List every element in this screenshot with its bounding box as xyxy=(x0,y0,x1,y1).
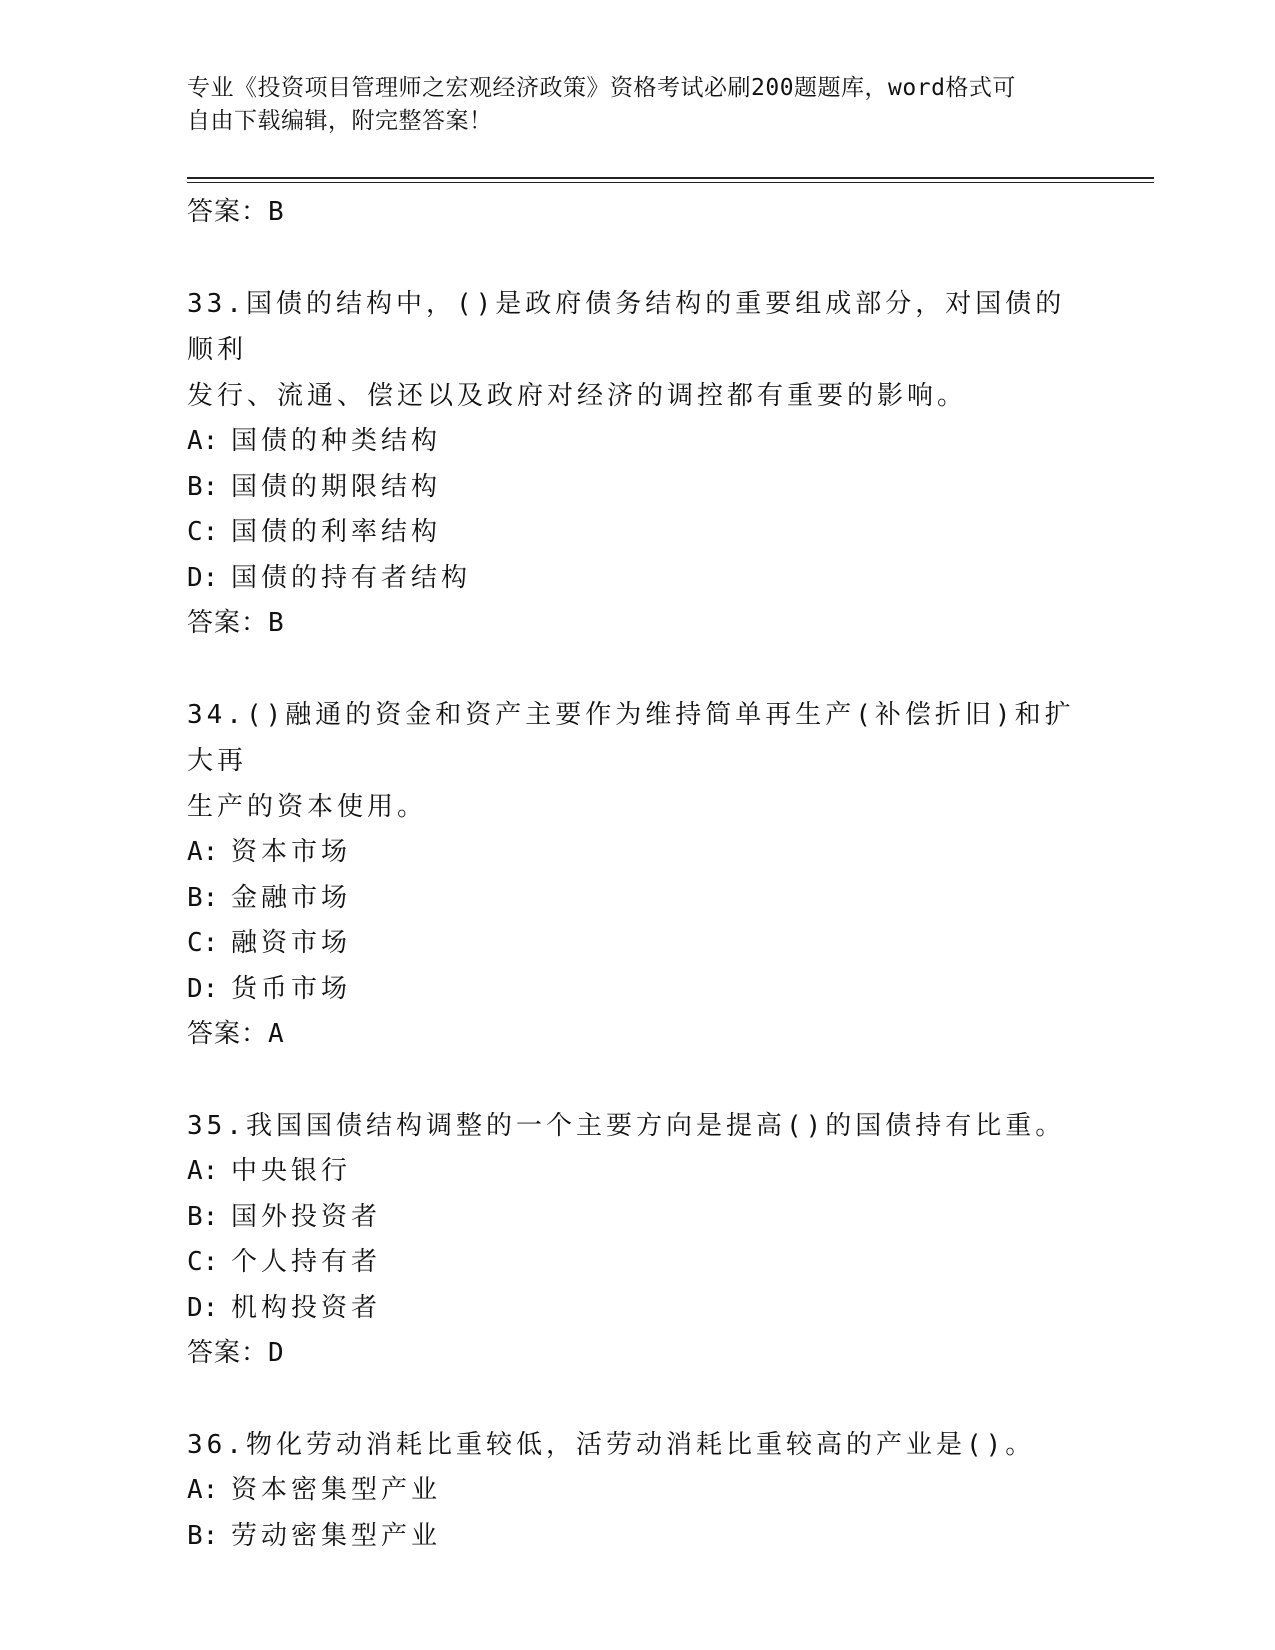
option-d xyxy=(187,1286,1087,1332)
answer-line xyxy=(187,1012,1087,1056)
answer-label: 答案： xyxy=(187,1019,269,1049)
option-b xyxy=(187,1195,1087,1241)
answer-line xyxy=(187,1331,1087,1375)
option-text: 中央银行 xyxy=(231,1156,352,1186)
answer-line xyxy=(187,601,1087,645)
option-text: 融资市场 xyxy=(231,928,352,958)
question-block xyxy=(187,1422,1087,1559)
option-a xyxy=(187,830,1087,876)
option-key: C: xyxy=(187,1247,219,1277)
answer-value: B xyxy=(268,197,285,227)
option-a xyxy=(187,1468,1087,1514)
question-block xyxy=(187,1103,1087,1375)
option-text: 劳动密集型产业 xyxy=(231,1520,442,1551)
answer-value: A xyxy=(268,1019,285,1049)
option-text: 资本密集型产业 xyxy=(231,1475,442,1505)
option-d xyxy=(187,967,1087,1013)
option-key: A: xyxy=(187,426,219,456)
option-key: D: xyxy=(187,1292,219,1323)
option-text: 国外投资者 xyxy=(231,1201,382,1232)
answer-label: 答案： xyxy=(187,608,269,638)
option-d xyxy=(187,556,1087,602)
option-c xyxy=(187,510,1087,556)
option-text: 国债的持有者结构 xyxy=(231,562,472,593)
option-key: B: xyxy=(187,1520,219,1551)
option-text: 机构投资者 xyxy=(231,1292,382,1323)
question-list xyxy=(187,190,1087,1559)
question-stem: 36.物化劳动消耗比重较低，活劳动消耗比重较高的产业是()。 xyxy=(187,1430,1036,1460)
option-text: 金融市场 xyxy=(231,882,352,913)
header-line-1: 专业《投资项目管理师之宏观经济政策》资格考试必刷200题题库，word格式可 xyxy=(187,75,1016,101)
answer-label: 答案： xyxy=(187,1338,269,1368)
option-text: 资本市场 xyxy=(231,837,352,867)
option-key: C: xyxy=(187,517,219,547)
option-key: A: xyxy=(187,837,219,867)
answer-line xyxy=(187,190,1087,234)
question-block xyxy=(187,281,1087,645)
answer-value: B xyxy=(268,608,285,638)
question-stem: 33.国债的结构中，()是政府债务结构的重要组成部分，对国债的顺利 xyxy=(187,289,1066,365)
option-text: 个人持有者 xyxy=(231,1247,382,1277)
question-stem-continued: 生产的资本使用。 xyxy=(187,792,428,822)
option-text: 国债的利率结构 xyxy=(231,517,442,547)
option-key: B: xyxy=(187,882,219,913)
header-rule-thick xyxy=(187,177,1154,179)
option-key: B: xyxy=(187,1201,219,1232)
option-key: A: xyxy=(187,1156,219,1186)
header-rule-thin xyxy=(187,182,1154,183)
option-key: D: xyxy=(187,973,219,1004)
option-c xyxy=(187,921,1087,967)
option-key: B: xyxy=(187,471,219,502)
option-a xyxy=(187,419,1087,465)
header-line-2: 自由下载编辑，附完整答案！ xyxy=(187,108,493,134)
option-c xyxy=(187,1240,1087,1286)
page-header xyxy=(187,72,1087,138)
question-block xyxy=(187,692,1087,1056)
option-b xyxy=(187,1514,1087,1560)
option-b xyxy=(187,876,1087,922)
answer-label: 答案： xyxy=(187,197,269,227)
question-stem: 35.我国国债结构调整的一个主要方向是提高()的国债持有比重。 xyxy=(187,1111,1066,1141)
option-text: 国债的期限结构 xyxy=(231,471,442,502)
option-b xyxy=(187,465,1087,511)
option-key: C: xyxy=(187,928,219,958)
option-text: 货币市场 xyxy=(231,973,352,1004)
answer-value: D xyxy=(268,1338,285,1368)
option-key: D: xyxy=(187,562,219,593)
option-a xyxy=(187,1149,1087,1195)
question-stem-continued: 发行、流通、偿还以及政府对经济的调控都有重要的影响。 xyxy=(187,381,968,411)
option-key: A: xyxy=(187,1475,219,1505)
option-text: 国债的种类结构 xyxy=(231,426,442,456)
question-stem: 34.()融通的资金和资产主要作为维持简单再生产(补偿折旧)和扩大再 xyxy=(187,700,1075,776)
